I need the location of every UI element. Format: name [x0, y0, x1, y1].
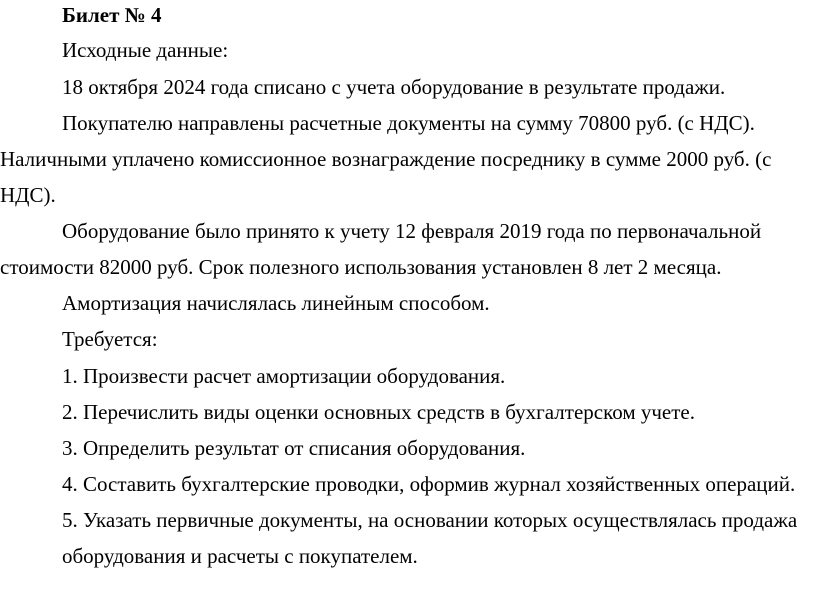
paragraph-line: Амортизация начислялась линейным способом. [62, 291, 490, 315]
task-item: 4. Составить бухгалтерские проводки, оформив журнал хозяйственных операций. [62, 472, 796, 496]
paragraph-line: Оборудование было принято к учету 12 февраля 2019 года по первоначальной [62, 219, 762, 243]
paragraph-line: Наличными уплачено комиссионное вознаграждение посреднику в сумме 2000 руб. (с [0, 147, 772, 171]
ticket-title: Билет № 4 [62, 3, 162, 27]
paragraph-line: стоимости 82000 руб. Срок полезного использования установлен 8 лет 2 месяца. [0, 255, 722, 279]
task-item: 1. Произвести расчет амортизации оборудования. [62, 364, 506, 388]
intro-heading: Исходные данные: [62, 38, 229, 62]
task-item-continuation: оборудования и расчеты с покупателем. [62, 544, 418, 568]
paragraph-line: Покупателю направлены расчетные документы на сумму 70800 руб. (с НДС). [62, 111, 755, 135]
requirements-heading: Требуется: [62, 327, 158, 351]
task-item: 3. Определить результат от списания оборудования. [62, 436, 526, 460]
task-item: 2. Перечислить виды оценки основных средств в бухгалтерском учете. [62, 400, 695, 424]
task-item: 5. Указать первичные документы, на основании которых осуществлялась продажа [62, 508, 798, 532]
paragraph-line: 18 октября 2024 года списано с учета оборудование в результате продажи. [62, 75, 726, 99]
paragraph-line: НДС). [0, 183, 56, 207]
